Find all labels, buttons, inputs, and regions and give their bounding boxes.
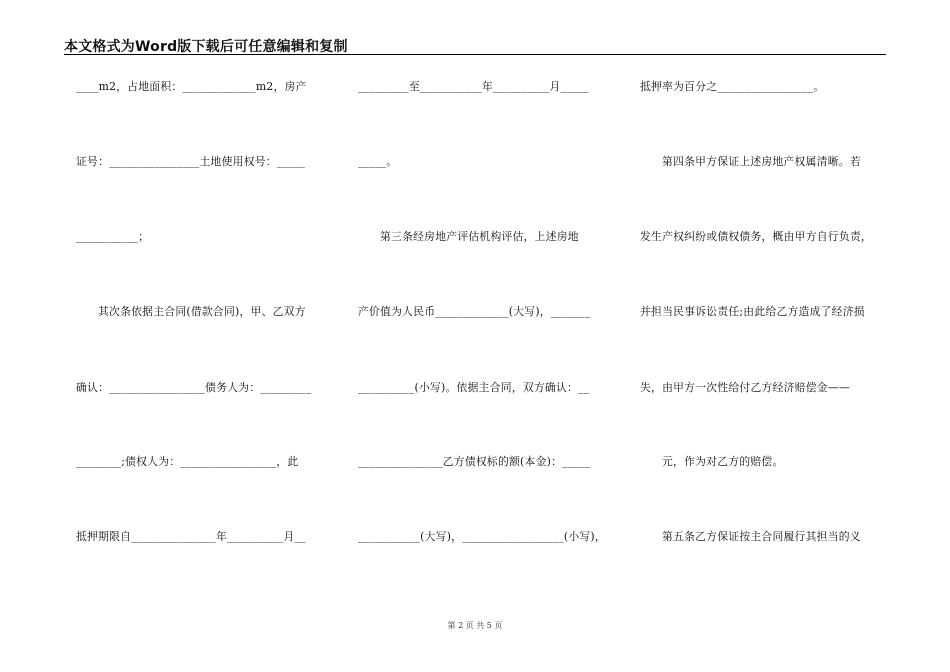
text-line: 失，由甲方一次性给付乙方经济赔偿金—— — [640, 381, 850, 394]
header-title: 本文格式为Word版下载后可任意编辑和复制 — [64, 39, 348, 55]
text-line: 产价值为人民币_____________(大写)，_______ — [358, 305, 591, 318]
text-line: ________;债权人为：_________________，此 — [76, 455, 299, 468]
text-line: 第五条乙方保证按主合同履行其担当的义 — [662, 530, 861, 543]
text-line: 证号：________________土地使用权号：_____ — [76, 155, 306, 168]
page-number: 第 2 页 共 5 页 — [447, 621, 503, 630]
text-line: 其次条依据主合同(借款合同)，甲、乙双方 — [98, 305, 306, 318]
text-line: 发生产权纠纷或债权债务，概由甲方自行负责， — [640, 230, 872, 243]
text-line: _____。 — [358, 155, 398, 168]
text-line: ____m2，占地面积：_____________m2，房产 — [76, 80, 307, 93]
text-line: 第三条经房地产评估机构评估，上述房地 — [380, 230, 579, 243]
text-line: 确认：_________________债务人为：_________ — [76, 381, 312, 394]
text-line: 第四条甲方保证上述房地产权属清晰。若 — [662, 155, 861, 168]
text-line: 抵押率为百分之_________________。 — [640, 80, 825, 93]
text-line: __________(小写)。依据主合同，双方确认：__ — [358, 381, 590, 394]
text-line: 元，作为对乙方的赔偿。 — [662, 455, 784, 468]
text-line: 抵押期限自_______________年__________月__ — [76, 530, 306, 543]
text-line: 并担当民事诉讼责任;由此给乙方造成了经济损 — [640, 305, 865, 318]
text-column-2 — [358, 0, 608, 672]
text-line: _______________乙方债权标的额(本金)：_____ — [358, 455, 591, 468]
text-column-1 — [76, 0, 326, 672]
text-line: ___________(大写)，__________________(小写)， — [358, 530, 606, 543]
text-column-3 — [640, 0, 890, 672]
text-line: _________至___________年__________月_____ — [358, 80, 589, 93]
text-line: ___________； — [76, 230, 150, 243]
